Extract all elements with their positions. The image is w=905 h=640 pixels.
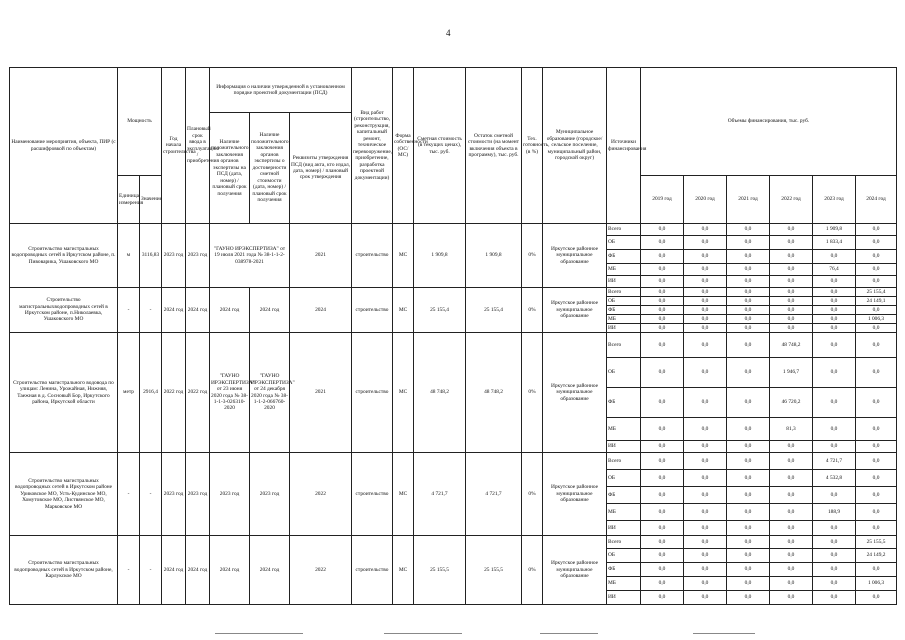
header-planned-date: Плановый срок ввода в эксплуатацию / приобретения: [186, 68, 210, 224]
funding-source: ОБ: [607, 358, 641, 388]
readiness: 0%: [522, 536, 543, 605]
funding-value: 0,0: [813, 591, 856, 605]
start-year: 2023 год: [162, 224, 186, 288]
funding-value: 0,0: [641, 536, 684, 549]
funding-value: 0,0: [770, 563, 813, 577]
funding-source: ОБ: [607, 236, 641, 250]
funding-value: 0,0: [813, 549, 856, 563]
planned-date: 2023 год: [186, 453, 210, 536]
funding-value: 0,0: [684, 453, 727, 470]
table-row: [10, 333, 897, 358]
funding-value: 0,0: [727, 563, 770, 577]
municipality: Иркутское районное муниципальное образование: [543, 288, 607, 333]
header-municipality: Муниципальное образование (городское/сельское поселение, муниципальный район, городской округ): [543, 68, 607, 224]
power-unit: -: [118, 453, 140, 536]
funding-value: 0,0: [813, 441, 856, 453]
funding-value: 0,0: [684, 250, 727, 264]
funding-value: 1 909,8: [813, 224, 856, 236]
funding-source: Всего: [607, 224, 641, 236]
funding-source: Всего: [607, 536, 641, 549]
funding-value: 0,0: [684, 536, 727, 549]
funding-value: 1 006,3: [856, 315, 897, 324]
object-name: Строительство магистральных водопроводных сетей в Иркутском районе, Карлукское МО: [10, 536, 118, 605]
funding-value: 0,0: [813, 306, 856, 315]
header-year: 2020 год: [684, 176, 727, 224]
funding-value: 0,0: [856, 418, 897, 441]
start-year: 2023 год: [162, 453, 186, 536]
funding-value: 0,0: [684, 418, 727, 441]
funding-source: ФБ: [607, 487, 641, 504]
funding-value: 0,0: [727, 591, 770, 605]
funding-value: 0,0: [856, 453, 897, 470]
funding-value: 0,0: [727, 453, 770, 470]
funding-value: 48 748,2: [770, 333, 813, 358]
work-type: строительство: [352, 288, 393, 333]
funding-source: Всего: [607, 333, 641, 358]
funding-value: 1 946,7: [770, 358, 813, 388]
funding-value: 0,0: [641, 250, 684, 264]
object-name: Строительство магистрального водовода по улицам: Ленина, Урожайная, Нижняя, Таежная в д. Сосновый Бор, Иркутского района, Иркутской области: [10, 333, 118, 453]
funding-value: 0,0: [684, 591, 727, 605]
funding-value: 0,0: [684, 288, 727, 297]
funding-value: 0,0: [856, 358, 897, 388]
power-unit: м: [118, 224, 140, 288]
remaining-cost: 25 155,5: [466, 536, 522, 605]
funding-value: 0,0: [770, 324, 813, 333]
funding-source: МБ: [607, 577, 641, 591]
funding-value: 0,0: [727, 388, 770, 418]
docs-approval: 2022: [290, 536, 352, 605]
header-name: Наименование мероприятия, объекта, ПИР (с расшифровкой по объектам): [10, 68, 118, 224]
power-value: -: [140, 288, 162, 333]
funding-value: 0,0: [770, 453, 813, 470]
header-readiness: Тех. готовность, (в %): [522, 68, 543, 224]
docs-approval: 2022: [290, 453, 352, 536]
funding-value: 0,0: [684, 306, 727, 315]
funding-value: 0,0: [727, 358, 770, 388]
readiness: 0%: [522, 333, 543, 453]
header-docs-group: Информация о наличии утвержденной в установленном порядке проектной документации (ПСД): [210, 68, 352, 113]
funding-value: 0,0: [641, 563, 684, 577]
power-unit: метр: [118, 333, 140, 453]
municipality: Иркутское районное муниципальное образование: [543, 536, 607, 605]
power-value: 2916,4: [140, 333, 162, 453]
funding-value: 0,0: [641, 324, 684, 333]
header-power-unit: Единица измерения: [118, 176, 140, 224]
funding-value: 0,0: [813, 315, 856, 324]
funding-value: 25 155,4: [856, 288, 897, 297]
funding-value: 0,0: [813, 521, 856, 536]
readiness: 0%: [522, 288, 543, 333]
funding-value: 0,0: [684, 470, 727, 487]
funding-value: 0,0: [856, 306, 897, 315]
funding-value: 0,0: [641, 224, 684, 236]
header-power: Мощность: [118, 68, 162, 176]
funding-value: 188,9: [813, 504, 856, 521]
funding-value: 0,0: [813, 487, 856, 504]
header-power-value: Значение: [140, 176, 162, 224]
funding-value: 0,0: [770, 224, 813, 236]
funding-value: 0,0: [641, 297, 684, 306]
funding-value: 0,0: [727, 236, 770, 250]
header-docs-expertise: Наличие положительного заключения органов экспертизы на ПСД (дата, номер) / плановый срок получения: [210, 113, 250, 224]
funding-source: ОБ: [607, 470, 641, 487]
funding-value: 0,0: [727, 315, 770, 324]
funding-value: 0,0: [813, 563, 856, 577]
funding-value: 0,0: [770, 288, 813, 297]
funding-value: 0,0: [727, 504, 770, 521]
funding-value: 0,0: [856, 236, 897, 250]
work-type: строительство: [352, 536, 393, 605]
remaining-cost: 1 909,8: [466, 224, 522, 288]
funding-value: 0,0: [813, 358, 856, 388]
funding-source: ИИ: [607, 591, 641, 605]
funding-value: 0,0: [856, 388, 897, 418]
funding-value: 0,0: [770, 470, 813, 487]
funding-value: 24 149,1: [856, 297, 897, 306]
municipality: Иркутское районное муниципальное образование: [543, 333, 607, 453]
header-work-type: Вид работ (строительство, реконструкция, капитальный ремонт, техническое перевооружение, приобретение, разработка проектной документации): [352, 68, 393, 224]
header-row-1: [10, 68, 897, 113]
page-number: 4: [446, 28, 451, 38]
municipality: Иркутское районное муниципальное образование: [543, 224, 607, 288]
funding-value: 1 006,3: [856, 577, 897, 591]
funding-value: 0,0: [856, 264, 897, 276]
header-year: 2021 год: [727, 176, 770, 224]
planned-date: 2022 год: [186, 333, 210, 453]
header-docs-approval: Реквизиты утверждения ПСД (вид акта, кто издал, дата, номер) / плановый срок утверждения: [290, 113, 352, 224]
funding-value: 0,0: [684, 236, 727, 250]
funding-value: 0,0: [856, 521, 897, 536]
funding-value: 0,0: [684, 333, 727, 358]
funding-value: 81,3: [770, 418, 813, 441]
funding-value: 0,0: [770, 521, 813, 536]
funding-value: 0,0: [813, 250, 856, 264]
funding-value: 0,0: [684, 276, 727, 288]
estimate-cost: 25 155,4: [414, 288, 466, 333]
header-estimate-cost: Сметная стоимость (в текущих ценах), тыс. руб.: [414, 68, 466, 224]
funding-value: 0,0: [684, 441, 727, 453]
funding-value: 0,0: [727, 264, 770, 276]
docs-expertise: "ГАУНО ИРЭКСПЕРТИЗА" от 23 июня 2020 года № 38-1-1-3-026310-2020: [210, 333, 250, 453]
funding-value: 0,0: [641, 388, 684, 418]
funding-value: 0,0: [770, 236, 813, 250]
header-year: 2023 год: [813, 176, 856, 224]
funding-value: 0,0: [684, 388, 727, 418]
funding-source: МБ: [607, 264, 641, 276]
funding-source: МБ: [607, 315, 641, 324]
funding-value: 0,0: [641, 470, 684, 487]
ownership: МС: [393, 536, 414, 605]
funding-value: 0,0: [727, 306, 770, 315]
funding-value: 0,0: [727, 297, 770, 306]
remaining-cost: 48 748,2: [466, 333, 522, 453]
funding-source: ФБ: [607, 250, 641, 264]
footer-lines: [0, 633, 905, 637]
remaining-cost: 4 721,7: [466, 453, 522, 536]
funding-value: 0,0: [770, 536, 813, 549]
ownership: МС: [393, 288, 414, 333]
funding-value: 0,0: [856, 441, 897, 453]
ownership: МС: [393, 224, 414, 288]
object-name: Строительство магистральных водопроводных сетей в Иркутском районе Уриковское МО, Усть-Кудинское МО, Хомутовское МО, Листвянское МО, Марковское МО: [10, 453, 118, 536]
estimate-cost: 25 155,5: [414, 536, 466, 605]
funding-value: 0,0: [641, 549, 684, 563]
funding-value: 0,0: [770, 315, 813, 324]
funding-value: 0,0: [641, 306, 684, 315]
funding-value: 4 721,7: [813, 453, 856, 470]
funding-value: 0,0: [684, 563, 727, 577]
power-unit: -: [118, 288, 140, 333]
funding-value: 0,0: [641, 358, 684, 388]
funding-value: 0,0: [727, 324, 770, 333]
funding-value: 0,0: [641, 441, 684, 453]
work-type: строительство: [352, 224, 393, 288]
power-value: -: [140, 536, 162, 605]
funding-value: 0,0: [856, 224, 897, 236]
funding-value: 0,0: [856, 487, 897, 504]
funding-value: 0,0: [813, 288, 856, 297]
header-year: 2019 год: [641, 176, 684, 224]
funding-value: 0,0: [641, 276, 684, 288]
docs-approval: 2021: [290, 333, 352, 453]
funding-value: 0,0: [684, 358, 727, 388]
readiness: 0%: [522, 224, 543, 288]
funding-source: ИИ: [607, 521, 641, 536]
funding-value: 0,0: [813, 388, 856, 418]
docs-expertise: 2023 год: [210, 453, 250, 536]
funding-value: 46 720,2: [770, 388, 813, 418]
funding-value: 0,0: [856, 333, 897, 358]
funding-value: 0,0: [770, 441, 813, 453]
funding-value: 76,4: [813, 264, 856, 276]
funding-value: 0,0: [727, 288, 770, 297]
header-docs-estimate: Наличие положительного заключения органов экспертизы о достоверности сметной стоимости (дата, номер) / плановый срок получения: [250, 113, 290, 224]
header-year: 2024 год: [856, 176, 897, 224]
power-value: -: [140, 453, 162, 536]
funding-value: 0,0: [856, 324, 897, 333]
table-row: [10, 224, 897, 236]
funding-value: 0,0: [684, 504, 727, 521]
funding-value: 0,0: [641, 521, 684, 536]
estimate-cost: 4 721,7: [414, 453, 466, 536]
ownership: МС: [393, 453, 414, 536]
funding-source: Всего: [607, 453, 641, 470]
docs-estimate: 2024 год: [250, 288, 290, 333]
funding-value: 0,0: [641, 418, 684, 441]
table-row: [10, 288, 897, 297]
funding-value: 0,0: [641, 333, 684, 358]
funding-value: 0,0: [641, 288, 684, 297]
funding-value: 25 155,5: [856, 536, 897, 549]
funding-value: 0,0: [727, 470, 770, 487]
funding-source: ФБ: [607, 563, 641, 577]
ownership: МС: [393, 333, 414, 453]
funding-value: 0,0: [641, 453, 684, 470]
planned-date: 2024 год: [186, 288, 210, 333]
estimate-cost: 48 748,2: [414, 333, 466, 453]
funding-value: 0,0: [727, 441, 770, 453]
funding-value: 0,0: [813, 418, 856, 441]
table-row: [10, 453, 897, 470]
funding-value: 0,0: [641, 264, 684, 276]
funding-value: 0,0: [727, 549, 770, 563]
power-value: 3116,83: [140, 224, 162, 288]
funding-value: 0,0: [856, 563, 897, 577]
funding-source: ИИ: [607, 324, 641, 333]
header-year: 2022 год: [770, 176, 813, 224]
funding-source: МБ: [607, 418, 641, 441]
funding-value: 0,0: [770, 504, 813, 521]
funding-value: 0,0: [641, 315, 684, 324]
funding-value: 0,0: [813, 276, 856, 288]
funding-value: 0,0: [856, 276, 897, 288]
remaining-cost: 25 155,4: [466, 288, 522, 333]
object-name: Строительство магистральных водопроводных сетей в Иркутском районе, п. Пивоварика, Ушаковского МО: [10, 224, 118, 288]
funding-value: 0,0: [684, 324, 727, 333]
funding-value: 0,0: [770, 577, 813, 591]
funding-value: 0,0: [684, 264, 727, 276]
readiness: 0%: [522, 453, 543, 536]
funding-value: 1 833,4: [813, 236, 856, 250]
funding-value: 0,0: [770, 591, 813, 605]
funding-value: 0,0: [727, 521, 770, 536]
funding-value: 0,0: [727, 224, 770, 236]
planned-date: 2023 год: [186, 224, 210, 288]
funding-source: Всего: [607, 288, 641, 297]
funding-value: 0,0: [727, 333, 770, 358]
funding-value: 0,0: [770, 276, 813, 288]
funding-value: 0,0: [641, 504, 684, 521]
funding-source: ОБ: [607, 297, 641, 306]
docs-estimate: "ГАУНО ИРЭКСПЕРТИЗА" от 24 декабря 2020 года № 38-1-1-2-066760-2020: [250, 333, 290, 453]
funding-value: 0,0: [641, 591, 684, 605]
funding-value: 0,0: [813, 577, 856, 591]
funding-value: 0,0: [641, 236, 684, 250]
investment-program-table: [9, 67, 897, 605]
funding-value: 0,0: [684, 224, 727, 236]
funding-value: 0,0: [684, 577, 727, 591]
funding-value: 4 532,8: [813, 470, 856, 487]
docs-expertise: "ГАУНО ИРЭКСПЕРТИЗА" от 19 июля 2021 года № 38-1-1-2-038978-2021: [210, 224, 290, 288]
header-remaining-cost: Остаток сметной стоимости (на момент включения объекта в программу), тыс. руб.: [466, 68, 522, 224]
funding-value: 0,0: [727, 536, 770, 549]
funding-value: 0,0: [856, 591, 897, 605]
power-unit: -: [118, 536, 140, 605]
header-sources: Источники финансирования: [607, 68, 641, 224]
funding-value: 0,0: [813, 333, 856, 358]
funding-value: 0,0: [641, 577, 684, 591]
docs-expertise: 2024 год: [210, 536, 250, 605]
funding-value: 0,0: [684, 521, 727, 536]
docs-estimate: 2023 год: [250, 453, 290, 536]
funding-value: 0,0: [684, 549, 727, 563]
start-year: 2022 год: [162, 333, 186, 453]
work-type: строительство: [352, 333, 393, 453]
funding-value: 0,0: [727, 487, 770, 504]
funding-value: 0,0: [770, 297, 813, 306]
docs-estimate: 2024 год: [250, 536, 290, 605]
start-year: 2024 год: [162, 288, 186, 333]
work-type: строительство: [352, 453, 393, 536]
planned-date: 2024 год: [186, 536, 210, 605]
start-year: 2024 год: [162, 536, 186, 605]
header-ownership: Форма собственности (ОС/МС): [393, 68, 414, 224]
funding-value: 0,0: [856, 250, 897, 264]
estimate-cost: 1 909,8: [414, 224, 466, 288]
funding-value: 0,0: [770, 549, 813, 563]
funding-value: 0,0: [813, 297, 856, 306]
funding-source: ИИ: [607, 276, 641, 288]
funding-value: 0,0: [727, 577, 770, 591]
funding-value: 24 149,2: [856, 549, 897, 563]
funding-source: МБ: [607, 504, 641, 521]
table-row: [10, 536, 897, 549]
funding-value: 0,0: [856, 504, 897, 521]
funding-value: 0,0: [684, 487, 727, 504]
funding-source: ФБ: [607, 388, 641, 418]
object-name: Строительство магистральныхводопроводных сетей в Иркутском районе, п.Николаевка, Ушаковского МО: [10, 288, 118, 333]
docs-approval: 2024: [290, 288, 352, 333]
funding-source: ФБ: [607, 306, 641, 315]
funding-value: 0,0: [684, 315, 727, 324]
docs-expertise: 2024 год: [210, 288, 250, 333]
funding-value: 0,0: [727, 250, 770, 264]
funding-value: 0,0: [727, 418, 770, 441]
municipality: Иркутское районное муниципальное образование: [543, 453, 607, 536]
header-start-year: Год начала строительства: [162, 68, 186, 224]
funding-value: 0,0: [813, 536, 856, 549]
funding-value: 0,0: [770, 306, 813, 315]
funding-value: 0,0: [684, 297, 727, 306]
funding-value: 0,0: [770, 264, 813, 276]
funding-value: 0,0: [727, 276, 770, 288]
funding-value: 0,0: [813, 324, 856, 333]
funding-value: 0,0: [770, 250, 813, 264]
funding-value: 0,0: [770, 487, 813, 504]
funding-value: 0,0: [641, 487, 684, 504]
funding-source: ОБ: [607, 549, 641, 563]
header-funding-group: Объемы финансирования, тыс. руб.: [641, 68, 897, 176]
funding-value: 0,0: [856, 470, 897, 487]
funding-source: ИИ: [607, 441, 641, 453]
docs-approval: 2021: [290, 224, 352, 288]
